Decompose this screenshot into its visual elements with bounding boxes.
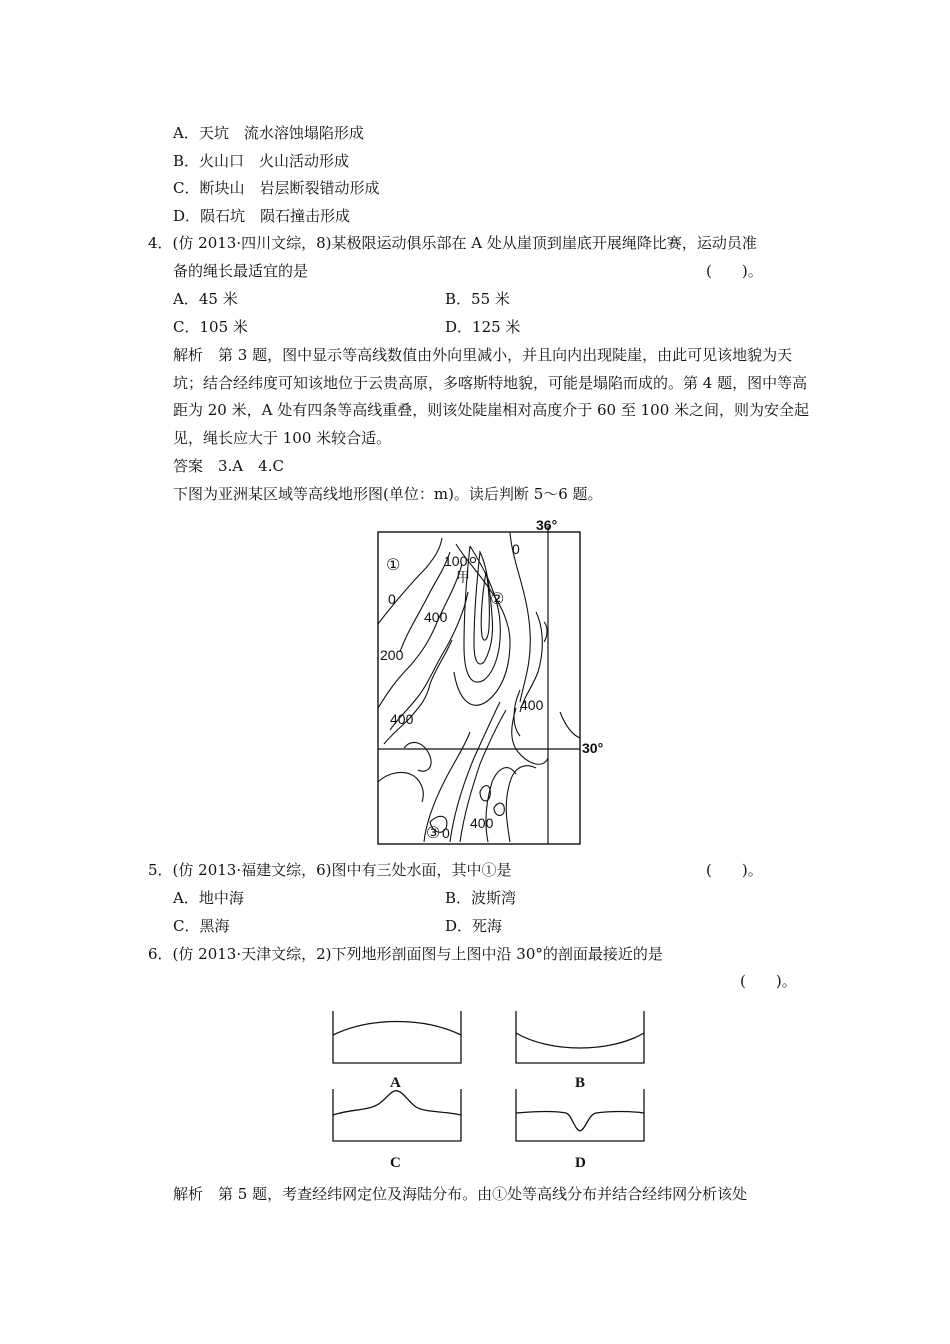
q4-option-a: A．45 米 [173,290,238,308]
point-jia-marker [470,557,475,562]
q4-option-c: C．105 米 [173,318,248,336]
profile-c-curve [333,1091,461,1115]
q5-stem: 5．(仿 2013·福建文综，6)图中有三处水面，其中①是 [148,861,512,879]
longitude-label: 36° [536,517,558,533]
q3-option-b: B．火山口 火山活动形成 [173,152,350,170]
intro-5-6: 下图为亚洲某区域等高线地形图(单位：m)。读后判断 5～6 题。 [173,485,603,503]
map-label-400-c: 400 [520,697,544,713]
profile-b-curve [516,1033,644,1048]
q4-option-b: B．55 米 [445,290,510,308]
map-label-circle-3: ③ [426,825,441,842]
contour-map [360,512,620,848]
q3-option-c: C．断块山 岩层断裂错动形成 [173,179,380,197]
map-label-0-left: 0 [388,591,396,607]
profile-d-curve [516,1112,644,1132]
latitude-label: 30° [582,740,604,756]
map-label-200: 200 [380,647,404,663]
profile-label-a: A [390,1075,401,1091]
q6-stem: 6．(仿 2013·天津文综，2)下列地形剖面图与上图中沿 30°的剖面最接近的是 [148,945,663,963]
q6-answer-paren: ( )。 [740,972,797,990]
answer-3-4: 答案 3.A 4.C [173,457,284,475]
q5-answer-paren: ( )。 [706,861,763,879]
profile-b-box [516,1011,644,1063]
map-label-400-b: 400 [390,711,414,727]
map-label-0-top: 0 [512,541,520,557]
map-label-400-d: 400 [470,815,494,831]
profile-a-curve [333,1022,461,1036]
q5-option-d: D．死海 [445,917,503,935]
profile-options-figure [320,1005,660,1175]
profile-c-box [333,1089,461,1141]
q3-option-a: A．天坑 流水溶蚀塌陷形成 [173,124,364,142]
q5-option-a: A．地中海 [173,889,244,907]
map-label-jia: 甲 [456,569,470,585]
profile-a-box [333,1011,461,1063]
q4-answer-paren: ( )。 [706,262,763,280]
profile-d-box [516,1089,644,1141]
map-label-circle-2: ② [490,591,505,608]
profile-label-c: C [390,1155,401,1171]
map-label-circle-1: ① [386,557,401,574]
profile-label-b: B [575,1075,586,1091]
q4-stem-line1: 4．(仿 2013·四川文综，8)某极限运动俱乐部在 A 处从崖顶到崖底开展绳降比赛，运动员准 [148,234,757,252]
profile-label-d: D [575,1155,586,1171]
q3-option-d: D．陨石坑 陨石撞击形成 [173,207,351,225]
map-label-100: 100 [444,553,468,569]
explanation-5-6: 解析 第 5 题，考查经纬网定位及海陆分布。由①处等高线分布并结合经纬网分析该处 [173,1185,748,1203]
q4-stem-line2: 备的绳长最适宜的是 [173,262,309,280]
q4-option-d: D．125 米 [445,318,521,336]
q5-option-c: C．黑海 [173,917,230,935]
map-label-0-bottom: 0 [442,825,450,841]
map-label-400-a: 400 [424,609,448,625]
explanation-3-4: 解析 第 3 题，图中显示等高线数值由外向里减小，并且向内出现陡崖，由此可见该地貌为天坑；结合经纬度可知该地位于云贵高原，多喀斯特地貌，可能是塌陷而成的。第 4 题，图中等高距为 20 米，A 处有四条等高线重叠，则该处陡崖相对高度介于 60 至 100 米之间，则为安全起见，绳长应大于 100 米较合适。 [173,346,810,447]
q5-option-b: B．波斯湾 [445,889,517,907]
